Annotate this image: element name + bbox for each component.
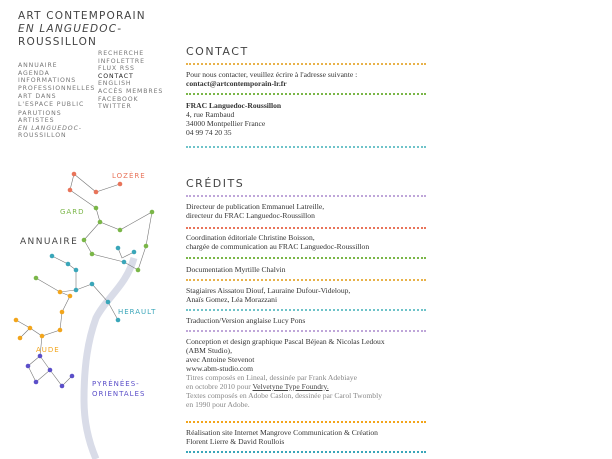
map-point [50,254,55,259]
map-point [116,246,121,251]
credit-line: Anaïs Gomez, Léa Morazzani [186,295,278,304]
main-nav [18,62,100,140]
credit-line: directeur du FRAC Languedoc-Roussillon [186,211,315,220]
site-title-line-1: ART CONTEMPORAIN [18,10,146,22]
map-point [34,380,39,385]
region-label-po-line-1[interactable]: Pyrénées- [92,380,140,388]
nav-facebook[interactable]: FACEBOOK [98,95,139,103]
map-point [48,368,53,373]
credit-line: chargée de communication au FRAC Languedoc-Roussillon [186,242,370,251]
map-point [66,262,71,267]
map-point [116,318,121,323]
region-label-po-line-2[interactable]: Orientales [92,390,146,398]
region-label-aude[interactable]: Aude [36,346,60,354]
site-title-line-3: ROUSSILLON [18,36,98,48]
divider [186,451,426,453]
contact-intro: Pour nous contacter, veuillez écrire à l'adresse suivante : [186,70,358,79]
region-label-herault[interactable]: Herault [118,308,157,316]
divider [186,257,426,259]
map-point [68,188,73,193]
nav-annuaire[interactable]: ANNUAIRE [18,62,58,69]
region-label-lozere[interactable]: Lozère [112,172,146,180]
map-point [118,228,123,233]
divider [186,279,426,281]
nav-contact[interactable]: CONTACT [98,72,134,80]
region-map[interactable] [0,160,180,459]
map-point [60,384,65,389]
map-point [106,300,111,305]
credit-documentation: Documentation Myrtille Chalvin [186,265,286,274]
contact-org: FRAC Languedoc-Roussillon [186,101,282,110]
credit-coordination [186,233,431,251]
map-point [28,326,33,331]
site-title[interactable] [18,10,188,49]
map-point [90,282,95,287]
map-point [132,250,137,255]
nav-recherche[interactable]: RECHERCHE [98,50,145,57]
divider [186,421,426,423]
contact-city: 34000 Montpellier France [186,119,266,128]
map-point [74,268,79,273]
map-point [40,334,45,339]
nav-art-dans[interactable]: ART DANS [18,93,57,101]
map-point [14,318,19,323]
credit-line: avec Antoine Stevenot [186,355,255,364]
credit-director [186,202,431,220]
nav-flux-rss[interactable]: FLUX RSS [98,65,135,73]
divider [186,195,426,197]
map-point [98,220,103,225]
credit-design [186,337,431,409]
credit-line: Coordination éditoriale Christine Boisson, [186,233,315,242]
credits-heading: CRÉDITS [186,177,245,190]
divider [186,93,426,95]
divider [186,227,426,229]
nav-informations-2[interactable]: PROFESSIONNELLES [18,84,96,92]
nav-infolettre[interactable]: INFOLETTRE [98,57,145,65]
secondary-nav [98,50,168,111]
nav-agenda[interactable]: AGENDA [18,69,50,77]
credit-line: Directeur de publication Emmanuel Latreille, [186,202,325,211]
map-point [94,190,99,195]
contact-email-link[interactable]: contact@artcontemporain-lr.fr [186,79,287,88]
nav-artistes-2[interactable]: EN LANGUEDOC- [18,124,82,132]
nav-informations[interactable]: INFORMATIONS [18,77,77,85]
nav-acces-membres[interactable]: ACCÈS MEMBRES [98,87,164,95]
map-point [18,336,23,341]
river-line [84,258,134,459]
credit-line: (ABM Studio), [186,346,232,355]
map-annuaire-label: Annuaire [20,237,79,247]
map-point [70,374,75,379]
map-point [34,276,39,281]
map-point [72,172,77,177]
map-point [144,244,149,249]
credit-interns [186,286,431,304]
credit-line: Stagiaires Aissatou Diouf, Lauraine Dufour-Videloup, [186,286,351,295]
credit-line: Conception et design graphique Pascal Béjean & Nicolas Ledoux [186,337,385,346]
credit-line: Titres composés en Lineal, dessinée par Frank Adebiaye [186,373,357,382]
credit-translation: Traduction/Version anglaise Lucy Pons [186,316,306,325]
nav-espace-public[interactable]: L'ESPACE PUBLIC [18,100,85,108]
map-point [136,268,141,273]
nav-parutions[interactable]: PARUTIONS [18,109,62,117]
credit-line: Textes composés en Adobe Caslon, dessinée par Carol Twombly [186,391,382,400]
map-point [150,210,155,215]
map-point [26,364,31,369]
nav-artistes-3[interactable]: ROUSSILLON [18,132,67,140]
nav-english[interactable]: ENGLISH [98,80,132,88]
credit-line: en 1990 pour Adobe. [186,400,250,409]
divider [186,309,426,311]
contact-address [186,101,431,137]
credit-line: Réalisation site Internet Mangrove Communication & Création [186,428,378,437]
map-point [82,238,87,243]
map-point [60,310,65,315]
map-point [94,206,99,211]
map-point [38,354,43,359]
map-point [122,260,127,265]
nav-twitter[interactable]: TWITTER [98,103,132,111]
divider [186,146,426,148]
abm-studio-link[interactable]: www.abm-studio.com [186,364,253,373]
map-point [118,182,123,187]
region-label-gard[interactable]: Gard [60,208,85,216]
velvetyne-link[interactable]: Velvetyne Type Foundry. [252,382,329,391]
map-point [90,252,95,257]
contact-phone: 04 99 74 20 35 [186,128,232,137]
site-title-line-2: EN LANGUEDOC- [18,23,123,35]
map-point [58,328,63,333]
credit-line: en octobre 2010 pour [186,382,253,391]
contact-intro-block [186,70,431,88]
map-point [58,290,63,295]
divider [186,63,426,65]
contact-heading: CONTACT [186,45,249,58]
divider [186,330,426,332]
credit-website [186,428,431,446]
map-point [68,294,73,299]
credit-line: Florent Lierre & David Roullois [186,437,285,446]
map-point [74,288,79,293]
nav-artistes[interactable]: ARTISTES [18,117,55,125]
contact-street: 4, rue Rambaud [186,110,235,119]
